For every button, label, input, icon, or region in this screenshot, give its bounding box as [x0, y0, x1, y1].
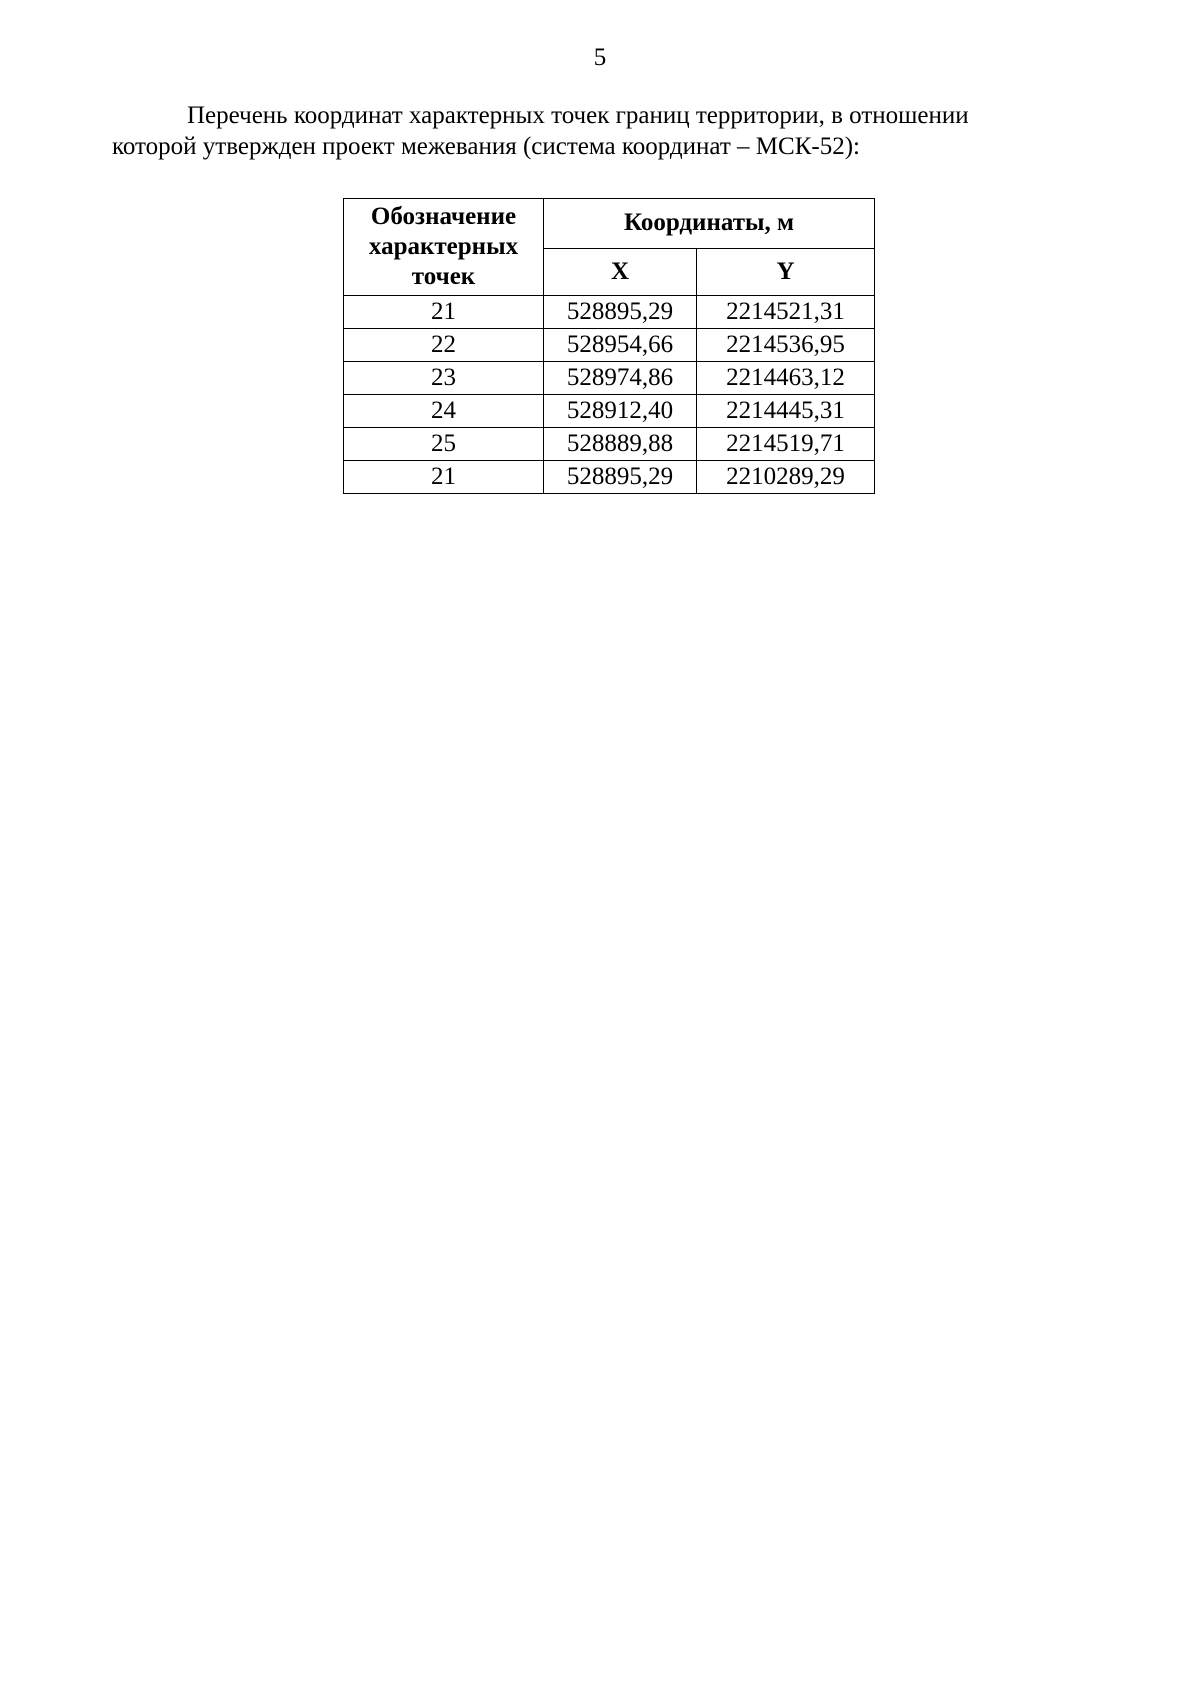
cell-point: 24	[344, 395, 544, 428]
header-point-designation	[344, 199, 544, 296]
table-row	[344, 296, 875, 329]
cell-y: 2214536,95	[697, 329, 875, 362]
cell-x: 528974,86	[544, 362, 697, 395]
header-point-line-3: точек	[411, 263, 476, 290]
cell-x: 528895,29	[544, 461, 697, 494]
table-header-row	[344, 199, 875, 249]
cell-x: 528889,88	[544, 428, 697, 461]
cell-y: 2214445,31	[697, 395, 875, 428]
intro-line-1: Перечень координат характерных точек границ территории, в отношении	[187, 102, 969, 129]
page-number: 5	[593, 44, 607, 71]
header-x: X	[544, 248, 697, 296]
header-coordinates: Координаты, м	[544, 199, 875, 249]
cell-y: 2214519,71	[697, 428, 875, 461]
table-row	[344, 428, 875, 461]
cell-x: 528954,66	[544, 329, 697, 362]
intro-paragraph	[112, 100, 1097, 162]
intro-line-2: которой утвержден проект межевания (система координат – МСК-52):	[112, 133, 860, 160]
coordinates-table	[343, 198, 875, 494]
header-y: Y	[697, 248, 875, 296]
table-row	[344, 329, 875, 362]
cell-y: 2210289,29	[697, 461, 875, 494]
cell-point: 21	[344, 461, 544, 494]
table-row	[344, 362, 875, 395]
header-point-line-2: характерных	[368, 233, 519, 260]
cell-point: 23	[344, 362, 544, 395]
cell-point: 25	[344, 428, 544, 461]
header-point-line-1: Обозначение	[370, 203, 517, 230]
cell-x: 528912,40	[544, 395, 697, 428]
table-row	[344, 395, 875, 428]
cell-x: 528895,29	[544, 296, 697, 329]
cell-y: 2214521,31	[697, 296, 875, 329]
cell-point: 21	[344, 296, 544, 329]
table-row	[344, 461, 875, 494]
cell-point: 22	[344, 329, 544, 362]
cell-y: 2214463,12	[697, 362, 875, 395]
